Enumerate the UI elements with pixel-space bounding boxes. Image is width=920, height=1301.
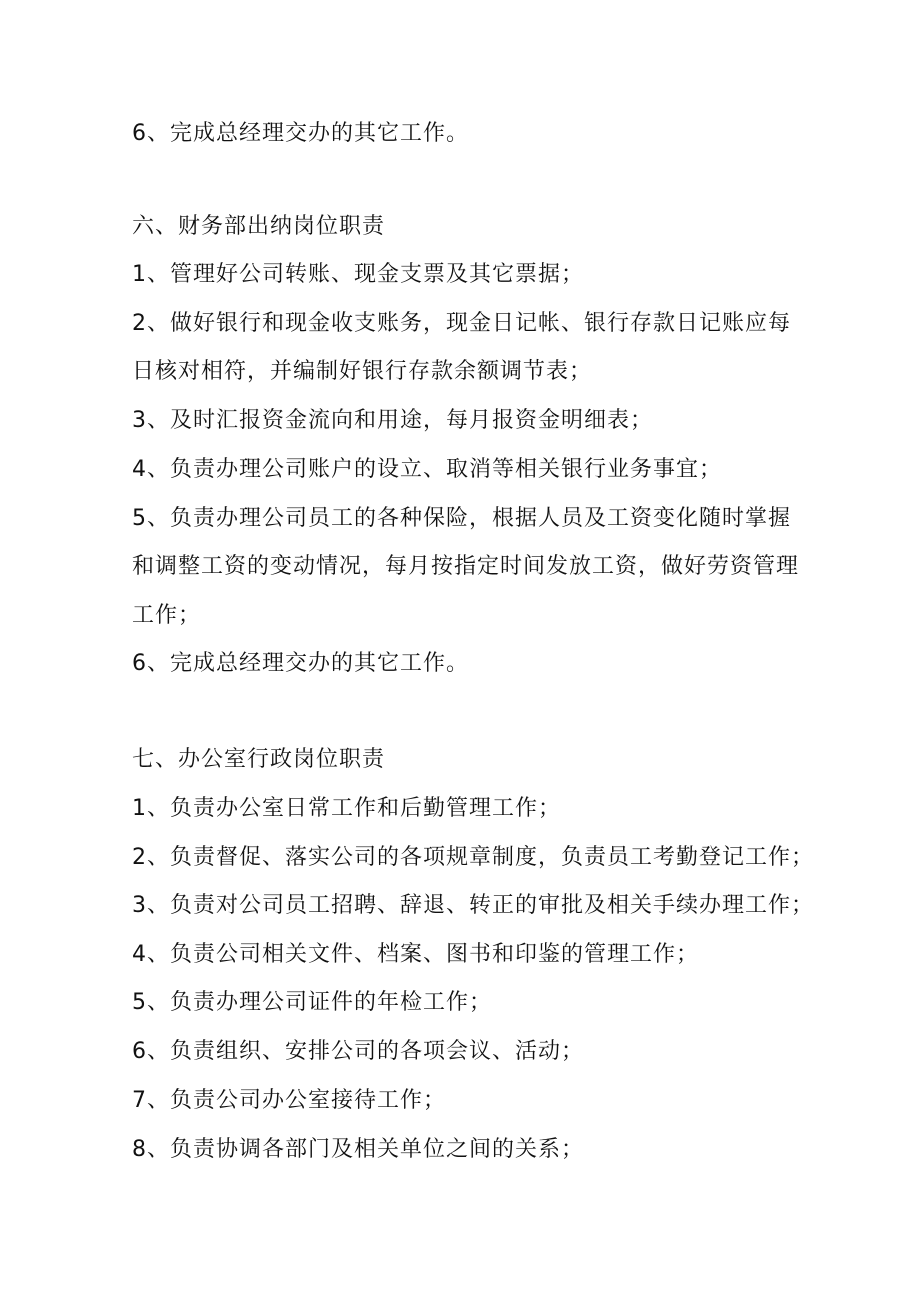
- list-item: 1、管理好公司转账、现金支票及其它票据；: [132, 262, 584, 287]
- section-heading-cashier: 六、财务部出纳岗位职责: [132, 214, 386, 239]
- list-item: 4、负责办理公司账户的设立、取消等相关银行业务事宜；: [132, 457, 722, 482]
- list-item: 7、负责公司办公室接待工作；: [132, 1088, 446, 1113]
- list-item: 2、做好银行和现金收支账务，现金日记帐、银行存款日记账应每: [132, 311, 791, 336]
- list-item-continuation: 和调整工资的变动情况，每月按指定时间发放工资，做好劳资管理: [132, 554, 800, 579]
- list-item: 6、负责组织、安排公司的各项会议、活动；: [132, 1039, 584, 1064]
- list-item: 1、负责办公室日常工作和后勤管理工作；: [132, 796, 561, 821]
- list-item: 3、负责对公司员工招聘、辞退、转正的审批及相关手续办理工作；: [132, 893, 814, 918]
- list-item: 2、负责督促、落实公司的各项规章制度，负责员工考勤登记工作；: [132, 845, 814, 870]
- list-item-top-6: 6、完成总经理交办的其它工作。: [132, 121, 469, 146]
- list-item: 3、及时汇报资金流向和用途，每月报资金明细表；: [132, 408, 653, 433]
- list-item-continuation: 日核对相符，并编制好银行存款余额调节表；: [132, 359, 593, 384]
- list-item: 5、负责办理公司员工的各种保险，根据人员及工资变化随时掌握: [132, 506, 791, 531]
- section-heading-admin: 七、办公室行政岗位职责: [132, 747, 386, 772]
- list-item: 5、负责办理公司证件的年检工作；: [132, 990, 492, 1015]
- list-item: 6、完成总经理交办的其它工作。: [132, 651, 469, 676]
- list-item-continuation: 工作；: [132, 603, 202, 628]
- list-item: 4、负责公司相关文件、档案、图书和印鉴的管理工作；: [132, 942, 699, 967]
- list-item: 8、负责协调各部门及相关单位之间的关系；: [132, 1137, 584, 1162]
